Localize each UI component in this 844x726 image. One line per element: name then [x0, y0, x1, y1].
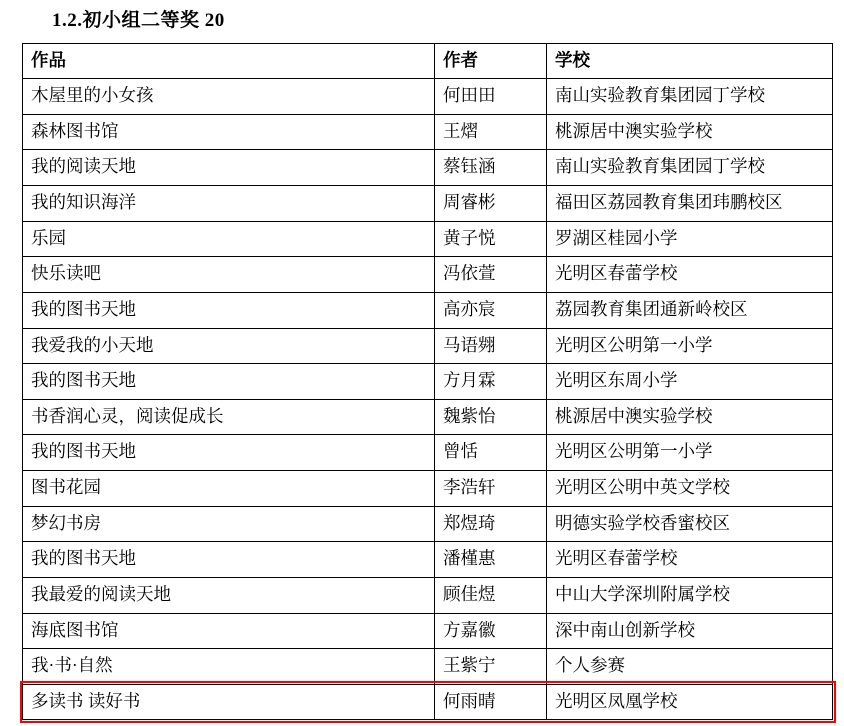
table-row — [23, 292, 833, 328]
cell-author: 方嘉徽 — [435, 613, 547, 649]
table-row — [23, 221, 833, 257]
table-row — [23, 506, 833, 542]
column-header-school: 学校 — [547, 43, 833, 79]
table-header-row — [23, 43, 833, 79]
table-row — [23, 186, 833, 222]
cell-author: 马语翙 — [435, 328, 547, 364]
cell-title: 图书花园 — [23, 471, 435, 507]
table-row — [23, 257, 833, 293]
cell-author: 顾佳煜 — [435, 577, 547, 613]
cell-title: 我的阅读天地 — [23, 150, 435, 186]
column-header-title: 作品 — [23, 43, 435, 79]
cell-title: 快乐读吧 — [23, 257, 435, 293]
cell-author: 黄子悦 — [435, 221, 547, 257]
cell-title: 我·书·自然 — [23, 649, 435, 685]
table-row — [23, 364, 833, 400]
cell-school: 光明区公明第一小学 — [547, 328, 833, 364]
column-header-author: 作者 — [435, 43, 547, 79]
cell-author: 王紫宁 — [435, 649, 547, 685]
cell-author: 李浩轩 — [435, 471, 547, 507]
cell-title: 我爱我的小天地 — [23, 328, 435, 364]
table-row — [23, 150, 833, 186]
document-page — [0, 8, 844, 726]
cell-author: 方月霖 — [435, 364, 547, 400]
cell-school: 罗湖区桂园小学 — [547, 221, 833, 257]
award-table — [22, 43, 833, 721]
cell-school: 深中南山创新学校 — [547, 613, 833, 649]
cell-school: 个人参赛 — [547, 649, 833, 685]
cell-school: 福田区荔园教育集团玮鹏校区 — [547, 186, 833, 222]
cell-title: 我的图书天地 — [23, 435, 435, 471]
cell-author: 潘槿惠 — [435, 542, 547, 578]
table-body — [23, 79, 833, 720]
cell-title: 我的知识海洋 — [23, 186, 435, 222]
cell-title: 木屋里的小女孩 — [23, 79, 435, 115]
cell-title: 我的图书天地 — [23, 292, 435, 328]
cell-author: 王熠 — [435, 114, 547, 150]
cell-author: 高亦宸 — [435, 292, 547, 328]
table-row — [23, 649, 833, 685]
page-title: 1.2.初小组二等奖 20 — [52, 10, 225, 31]
table-row — [23, 613, 833, 649]
cell-title: 梦幻书房 — [23, 506, 435, 542]
cell-title: 我的图书天地 — [23, 364, 435, 400]
cell-school: 桃源居中澳实验学校 — [547, 114, 833, 150]
table-row — [23, 435, 833, 471]
cell-author: 何雨晴 — [435, 684, 547, 720]
table-row — [23, 328, 833, 364]
table-row — [23, 471, 833, 507]
cell-school: 光明区公明中英文学校 — [547, 471, 833, 507]
cell-author: 周睿彬 — [435, 186, 547, 222]
cell-title: 多读书 读好书 — [23, 684, 435, 720]
cell-school: 光明区春蕾学校 — [547, 257, 833, 293]
cell-title: 海底图书馆 — [23, 613, 435, 649]
cell-school: 荔园教育集团通新岭校区 — [547, 292, 833, 328]
table-row — [23, 577, 833, 613]
cell-author: 魏紫怡 — [435, 399, 547, 435]
cell-author: 曾恬 — [435, 435, 547, 471]
table-row — [23, 399, 833, 435]
table-row — [23, 684, 833, 720]
cell-title: 乐园 — [23, 221, 435, 257]
cell-author: 冯依萱 — [435, 257, 547, 293]
cell-author: 何田田 — [435, 79, 547, 115]
cell-title: 书香润心灵，阅读促成长 — [23, 399, 435, 435]
cell-school: 光明区春蕾学校 — [547, 542, 833, 578]
table-row — [23, 79, 833, 115]
cell-author: 蔡钰涵 — [435, 150, 547, 186]
cell-title: 我的图书天地 — [23, 542, 435, 578]
table-row — [23, 114, 833, 150]
cell-school: 南山实验教育集团园丁学校 — [547, 150, 833, 186]
cell-school: 光明区东周小学 — [547, 364, 833, 400]
cell-school: 光明区公明第一小学 — [547, 435, 833, 471]
cell-author: 郑煜琦 — [435, 506, 547, 542]
cell-school: 中山大学深圳附属学校 — [547, 577, 833, 613]
cell-school: 桃源居中澳实验学校 — [547, 399, 833, 435]
cell-school: 光明区凤凰学校 — [547, 684, 833, 720]
cell-title: 森林图书馆 — [23, 114, 435, 150]
cell-title: 我最爱的阅读天地 — [23, 577, 435, 613]
cell-school: 明德实验学校香蜜校区 — [547, 506, 833, 542]
table-row — [23, 542, 833, 578]
cell-school: 南山实验教育集团园丁学校 — [547, 79, 833, 115]
table-header — [23, 43, 833, 79]
